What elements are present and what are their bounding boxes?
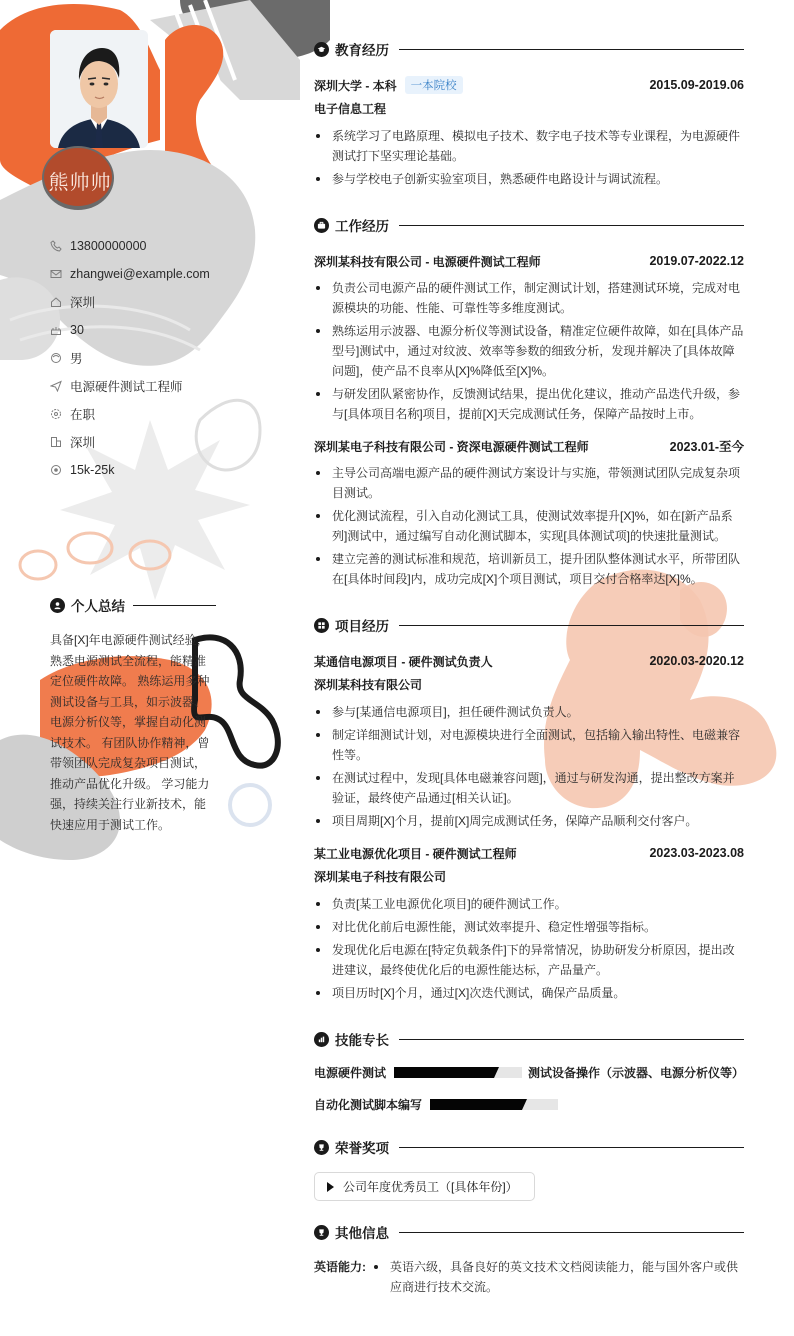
user-icon: [50, 598, 65, 613]
other-text: 英语六级，具备良好的英文技术文档阅读能力，能与国外客户或供应商进行技术交流。: [372, 1257, 744, 1297]
skills-list: [314, 1050, 744, 1114]
job-date: 2019.07-2022.12: [649, 254, 744, 268]
mail-icon: [50, 268, 62, 280]
skill-item: [528, 1064, 744, 1081]
status-icon: [50, 408, 62, 420]
list-item: 优化测试流程，引入自动化测试工具，使测试效率提升[X]%，如在[新产品系列]测试中，通过编写自动化测试脚本，实现[具体测试项]的快速批量测试。: [314, 506, 744, 546]
skill-bar: [394, 1067, 522, 1078]
section-divider: [399, 625, 744, 626]
list-item: 负责[某工业电源优化项目]的硬件测试工作。: [314, 894, 744, 914]
job-date: 2023.01-至今: [669, 440, 744, 454]
gender-icon: [50, 352, 62, 364]
job-bullets: [314, 463, 744, 589]
list-item: 项目历时[X]个月，通过[X]次迭代测试，确保产品质量。: [314, 983, 744, 1003]
education-date: 2015.09-2019.06: [649, 78, 744, 92]
project-company: 深圳某电子科技有限公司: [314, 870, 447, 884]
project-bullets: [314, 702, 744, 831]
job-bullets: [314, 278, 744, 424]
contact-gender: [50, 344, 210, 372]
project-company: 深圳某科技有限公司: [314, 678, 423, 692]
skill-name: 自动化测试脚本编写: [314, 1098, 423, 1112]
skill-name: 测试设备操作（示波器、电源分析仪等）: [527, 1066, 744, 1080]
info-icon: [314, 1225, 329, 1240]
list-item: 项目周期[X]个月，提前[X]周完成测试任务，保障产品顺利交付客户。: [314, 811, 744, 831]
education-title: 教育经历: [335, 43, 389, 58]
contact-work-city: [50, 428, 210, 456]
contact-text: 男: [70, 352, 83, 366]
list-item: 系统学习了电路原理、模拟电子技术、数字电子技术等专业课程，为电源硬件测试打下坚实理论基础。: [314, 126, 744, 166]
list-item: 发现优化后电源在[特定负载条件]下的异常情况，协助研发分析原因，提出改进建议，最终使优化后的电源性能达标，产品量产。: [314, 940, 744, 980]
list-item: 参与[某通信电源项目]，担任硬件测试负责人。: [314, 702, 744, 722]
skill-bar-fill: [394, 1067, 494, 1078]
list-item: 制定详细测试计划，对电源模块进行全面测试，包括输入输出特性、电磁兼容性等。: [314, 725, 744, 765]
contact-text: 深圳: [70, 296, 96, 310]
project-date: 2023.03-2023.08: [649, 846, 744, 860]
contact-phone: [50, 232, 210, 260]
right-column: [314, 38, 744, 1297]
job-header: [314, 435, 744, 457]
list-item: 建立完善的测试标准和规范，培训新员工，提升团队整体测试水平，所带团队在[具体时间段]内，成功完成[X]个项目测试，项目交付合格率达[X]%。: [314, 549, 744, 589]
salary-icon: [50, 464, 62, 476]
profile-photo: [50, 30, 148, 148]
bar-chart-icon: [314, 1032, 329, 1047]
list-item: 参与学校电子创新实验室项目，熟悉硬件电路设计与调试流程。: [314, 169, 744, 189]
contact-text: 在职: [70, 408, 96, 422]
skill-item: [314, 1064, 522, 1081]
skill-item: [314, 1096, 558, 1113]
summary-text: 具备[X]年电源硬件测试经验，熟悉电源测试全流程，能精准定位硬件故障。 熟练运用多种测试设备与工具，如示波器、电源分析仪等，掌握自动化测试技术。 有团队协作精神，曾带领团队完成复杂项目测试，推动产品优化升级。 学习能力强，持续关注行业新技术，能快速应用于测试工作。: [50, 633, 210, 832]
section-divider: [133, 605, 216, 606]
list-item: 在测试过程中，发现[具体电磁兼容问题]，通过与研发沟通，提出整改方案并验证，最终使产品通过[相关认证]。: [314, 768, 744, 808]
job-header: [314, 250, 744, 272]
contact-text: 30: [70, 323, 84, 337]
list-item: 对比优化前后电源性能，测试效率提升、稳定性增强等指标。: [314, 917, 744, 937]
contact-list: [50, 232, 210, 484]
education-bullets: [314, 126, 744, 189]
award-item[interactable]: [314, 1172, 535, 1201]
job-title: 深圳某科技有限公司 - 电源硬件测试工程师: [314, 254, 541, 269]
section-divider: [399, 225, 744, 226]
contact-email: [50, 260, 210, 288]
project-title: 某通信电源项目 - 硬件测试负责人: [314, 654, 493, 669]
send-icon: [50, 380, 62, 392]
play-icon: [327, 1182, 334, 1192]
contact-text: 深圳: [70, 436, 96, 450]
building-icon: [50, 436, 62, 448]
skill-name: 电源硬件测试: [314, 1066, 387, 1080]
other-header: [314, 1221, 744, 1243]
skill-bar-fill: [430, 1099, 522, 1110]
home-icon: [50, 296, 62, 308]
contact-text: 15k-25k: [70, 463, 115, 477]
school-tag: 一本院校: [405, 76, 463, 94]
contact-text: 电源硬件测试工程师: [70, 380, 183, 394]
list-item: 主导公司高端电源产品的硬件测试方案设计与实施，带领测试团队完成复杂项目测试。: [314, 463, 744, 503]
graduation-cap-icon: [314, 42, 329, 57]
contact-text: zhangwei@example.com: [70, 267, 210, 281]
contact-position: [50, 372, 210, 400]
project-header: [314, 650, 744, 672]
projects-header: [314, 614, 744, 636]
contact-city: [50, 288, 210, 316]
projects-title: 项目经历: [335, 619, 389, 634]
project-bullets: [314, 894, 744, 1003]
contact-status: [50, 400, 210, 428]
summary-header: [50, 595, 216, 615]
project-header: [314, 842, 744, 864]
section-divider: [399, 1147, 744, 1148]
contact-age: [50, 316, 210, 344]
work-header: [314, 214, 744, 236]
list-item: 与研发团队紧密协作，反馈测试结果，提出优化建议，推动产品迭代升级，参与[具体项目名称]项目，提前[X]天完成测试任务，保障产品按时上市。: [314, 384, 744, 424]
contact-salary: [50, 456, 210, 484]
avatar: [50, 30, 148, 148]
age-icon: [50, 324, 62, 336]
left-column: [0, 0, 260, 1336]
education-header: [314, 38, 744, 60]
other-info-row: [314, 1257, 744, 1297]
other-label: 英语能力:: [314, 1260, 366, 1274]
other-title: 其他信息: [335, 1226, 389, 1241]
list-item: 熟练运用示波器、电源分析仪等测试设备，精准定位硬件故障，如在[具体产品型号]测试中，通过对纹波、效率等参数的细致分析，发现并解决了[具体故障问题]，使产品不良率从[X]%降低至[X]%。: [314, 321, 744, 381]
grid-icon: [314, 618, 329, 633]
school-name: 深圳大学 - 本科: [314, 78, 397, 93]
award-text: 公司年度优秀员工（[具体年份]）: [343, 1180, 518, 1194]
section-divider: [399, 1232, 744, 1233]
job-title: 深圳某电子科技有限公司 - 资深电源硬件测试工程师: [314, 439, 589, 454]
briefcase-icon: [314, 218, 329, 233]
project-title: 某工业电源优化项目 - 硬件测试工程师: [314, 846, 517, 861]
phone-icon: [50, 240, 62, 252]
education-entry-header: [314, 74, 744, 96]
major: 电子信息工程: [314, 102, 387, 116]
skill-bar: [430, 1099, 558, 1110]
candidate-name: 熊帅帅: [48, 170, 112, 194]
project-date: 2020.03-2020.12: [649, 654, 744, 668]
section-divider: [399, 1039, 744, 1040]
trophy-icon: [314, 1140, 329, 1155]
section-divider: [399, 49, 744, 50]
list-item: 负责公司电源产品的硬件测试工作，制定测试计划，搭建测试环境，完成对电源模块的功能、性能、可靠性等多维度测试。: [314, 278, 744, 318]
skills-header: [314, 1028, 744, 1050]
skills-title: 技能专长: [335, 1033, 389, 1048]
contact-text: 13800000000: [70, 239, 147, 253]
awards-header: [314, 1136, 744, 1158]
awards-title: 荣誉奖项: [335, 1141, 389, 1156]
summary-title: 个人总结: [71, 599, 125, 614]
work-title: 工作经历: [335, 219, 389, 234]
